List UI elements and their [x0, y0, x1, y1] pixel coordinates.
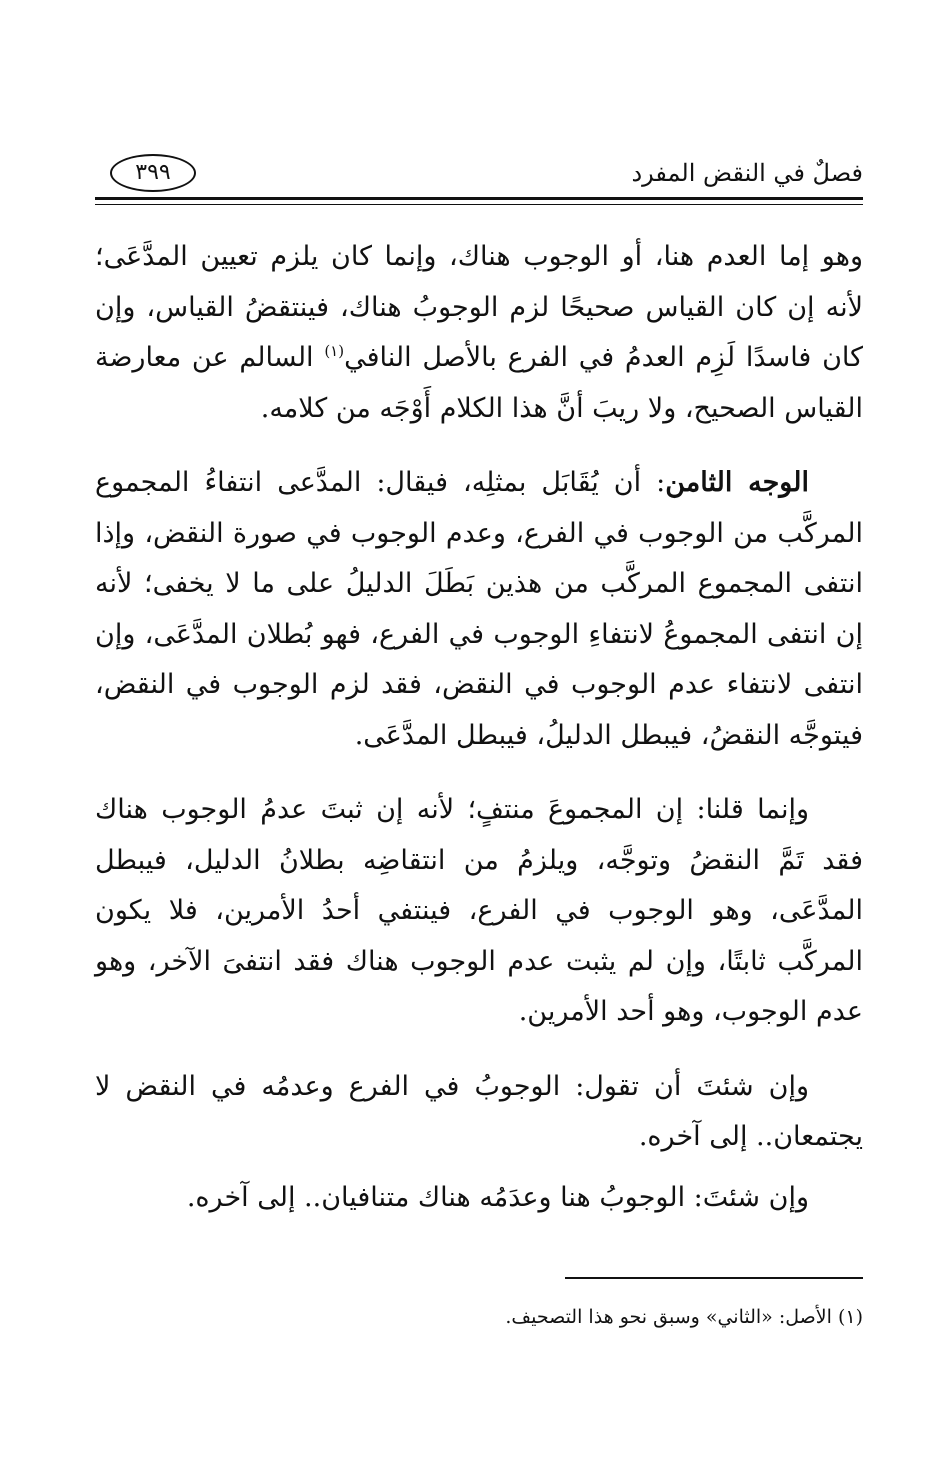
running-head	[95, 152, 863, 196]
header-rule-thick	[95, 197, 863, 200]
paragraph-4-text: وإن شئتَ أن تقول: الوجوبُ في الفرع وعدمُه في النقض لا يجتمعان.. إلى آخره.	[95, 1070, 863, 1152]
chapter-title: فصلٌ في النقض المفرد	[631, 159, 863, 187]
paragraph-1-text-cont: السالم عن معارضة القياس الصحيح، ولا ريبَ أنَّ هذا الكلام أَوْجَه من كلامه.	[95, 342, 863, 424]
paragraph-5-text: وإن شئتَ: الوجوبُ هنا وعدَمُه هناك متنافيان.. إلى آخره.	[186, 1181, 809, 1213]
footnote-marker: (١)	[837, 1306, 863, 1328]
footnote-reference[interactable]: (١)	[324, 342, 345, 360]
paragraph-3	[95, 785, 863, 1038]
footnote-text: الأصل: «الثاني» وسبق نحو هذا التصحيف.	[505, 1306, 832, 1328]
paragraph-2-text: : أن يُقَابَل بمثلِه، فيقال: المدَّعى انتفاءُ المجموع المركَّب من الوجوب في الفرع، وعدم الوجوب في صورة النقض، وإذا انتفى المجموع المركَّب من هذين بَطَلَ الدليلُ على ما لا يخفى؛ لأنه إن انتفى المجموعُ لانتفاءِ الوجوب في الفرع، فهو بُطلان المدَّعَى، وإن انتفى لانتفاء عدم الوجوب في النقض، فقد لزم الوجوب في النقض، فيتوجَّه النقضُ، فيبطل الدليلُ، فيبطل المدَّعَى.	[95, 467, 863, 751]
paragraph-1	[95, 232, 863, 434]
header-rule-thin	[95, 204, 863, 205]
page-number: ٣٩٩	[110, 154, 196, 192]
section-lead: الوجه الثامن	[665, 467, 809, 498]
footnote	[95, 1303, 863, 1331]
paragraph-3-text: وإنما قلنا: إن المجموعَ منتفٍ؛ لأنه إن ثبتَ عدمُ الوجوب هناك فقد تَمَّ النقضُ وتوجَّه، ويلزمُ من انتقاضِه بطلانُ الدليل، فيبطل المدَّعَى، وهو الوجوب في الفرع، فينتفي أحدُ الأمرين، فلا يكون المركَّب ثابتًا، وإن لم يثبت عدم الوجوب هناك فقد انتفىَ الآخر، وهو عدم الوجوب، وهو أحد الأمرين.	[95, 794, 863, 1027]
paragraph-5	[95, 1173, 863, 1224]
paragraph-2	[95, 458, 863, 761]
body-text	[95, 232, 863, 1247]
paragraph-1-text: وهو إما العدم هنا، أو الوجوب هناك، وإنما كان يلزم تعيين المدَّعَى؛ لأنه إن كان القياس صحيحًا لزم الوجوبُ هناك، فينتقضُ القياس، وإن كان فاسدًا لَزِم العدمُ في الفرع بالأصل النافي	[95, 241, 863, 373]
paragraph-4	[95, 1062, 863, 1163]
footnote-separator	[565, 1277, 863, 1279]
